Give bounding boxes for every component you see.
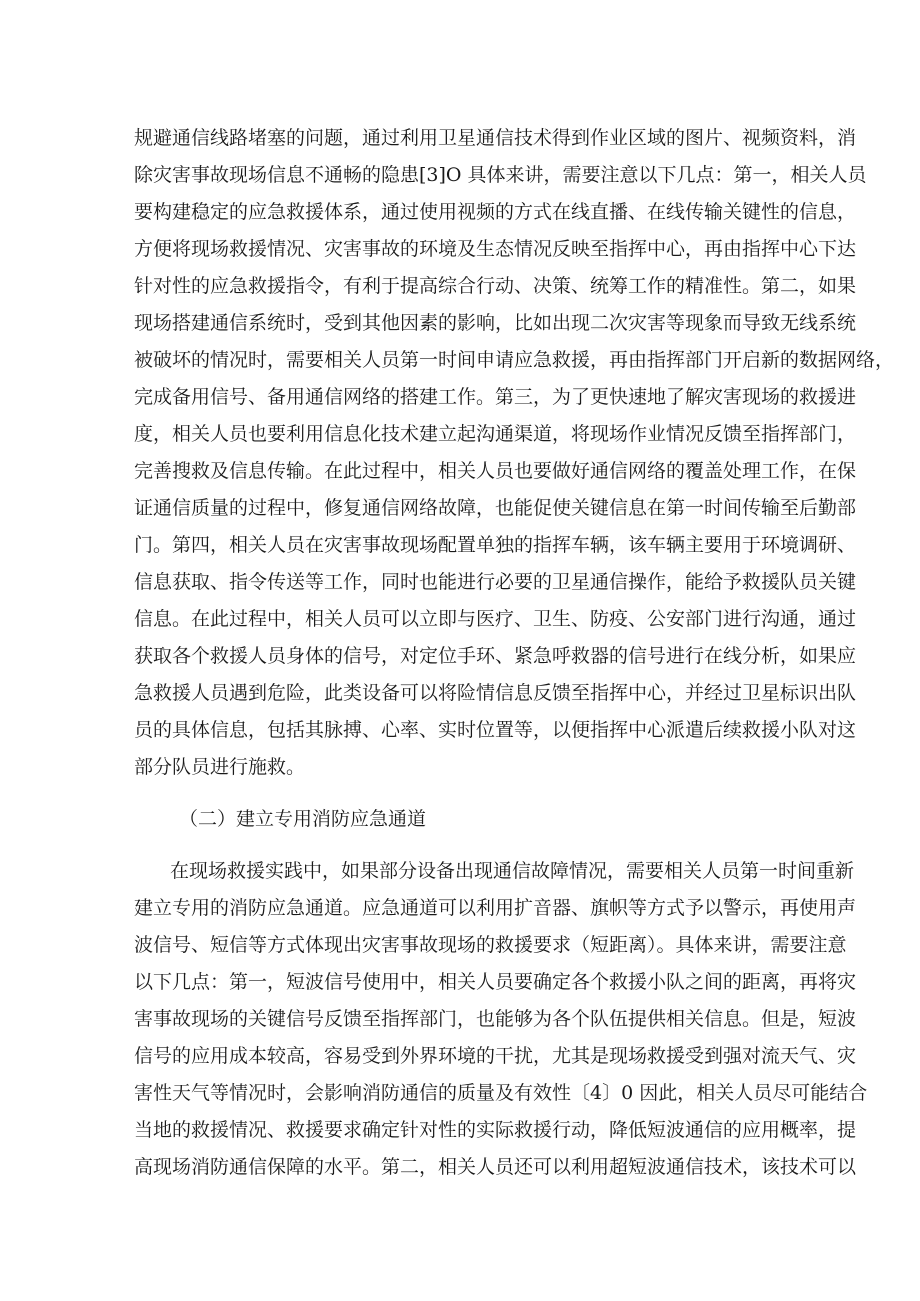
paragraph-line: 门。第四，相关人员在灾害事故现场配置单独的指挥车辆，该车辆主要用于环境调研、	[134, 534, 857, 556]
paragraph-line: 以下几点：第一，短波信号使用中，相关人员要确定各个救援小队之间的距离，再将灾	[134, 971, 857, 993]
section-heading: （二）建立专用消防应急通道	[179, 808, 427, 830]
paragraph-line: 波信号、短信等方式体现出灾害事故现场的救援要求（短距离）。具体来讲，需要注意	[134, 934, 847, 956]
paragraph-line: 当地的救援情况、救援要求确定针对性的实际救援行动，降低短波通信的应用概率，提	[134, 1119, 857, 1141]
paragraph-line: 完成备用信号、备用通信网络的搭建工作。第三，为了更快速地了解灾害现场的救援进	[134, 386, 857, 408]
paragraph-line: 方便将现场救援情况、灾害事故的环境及生态情况反映至指挥中心，再由指挥中心下达	[134, 238, 857, 260]
paragraph-line: 被破坏的情况时，需要相关人员第一时间申请应急救援，再由指挥部门开启新的数据网络，	[134, 349, 895, 371]
paragraph-line: 急救援人员遇到危险，此类设备可以将险情信息反馈至指挥中心，并经过卫星标识出队	[134, 682, 857, 704]
paragraph-line: 高现场消防通信保障的水平。第二，相关人员还可以利用超短波通信技术，该技术可以	[134, 1156, 857, 1178]
paragraph-line: 针对性的应急救援指令，有利于提高综合行动、决策、统筹工作的精准性。第二，如果	[134, 275, 857, 297]
paragraph-line: 在现场救援实践中，如果部分设备出现通信故障情况，需要相关人员第一时间重新	[170, 860, 855, 882]
paragraph-line: 现场搭建通信系统时，受到其他因素的影响，比如出现二次灾害等现象而导致无线系统	[134, 312, 857, 334]
paragraph-line: 获取各个救援人员身体的信号，对定位手环、紧急呼救器的信号进行在线分析，如果应	[134, 645, 857, 667]
paragraph-line: 证通信质量的过程中，修复通信网络故障，也能促使关键信息在第一时间传输至后勤部	[134, 497, 857, 519]
paragraph-line: 害性天气等情况时，会影响消防通信的质量及有效性〔4〕0 因此，相关人员尽可能结合	[134, 1082, 868, 1104]
paragraph-line: 规避通信线路堵塞的问题，通过利用卫星通信技术得到作业区域的图片、视频资料，消	[134, 127, 857, 149]
paragraph-line: 员的具体信息，包括其脉搏、心率、实时位置等，以便指挥中心派遣后续救援小队对这	[134, 719, 857, 741]
paragraph-line: 建立专用的消防应急通道。应急通道可以利用扩音器、旗帜等方式予以警示，再使用声	[134, 897, 857, 919]
paragraph-line: 部分队员进行施救。	[134, 756, 306, 778]
paragraph-line: 度，相关人员也要利用信息化技术建立起沟通渠道，将现场作业情况反馈至指挥部门，	[134, 423, 857, 445]
paragraph-line: 除灾害事故现场信息不通畅的隐患[3]O 具体来讲，需要注意以下几点：第一，相关人员	[134, 164, 867, 186]
paragraph-line: 信息。在此过程中，相关人员可以立即与医疗、卫生、防疫、公安部门进行沟通，通过	[134, 608, 857, 630]
paragraph-line: 害事故现场的关键信号反馈至指挥部门，也能够为各个队伍提供相关信息。但是，短波	[134, 1008, 857, 1030]
paragraph-line: 要构建稳定的应急救援体系，通过使用视频的方式在线直播、在线传输关键性的信息，	[134, 201, 857, 223]
paragraph-line: 信号的应用成本较高，容易受到外界环境的干扰，尤其是现场救援受到强对流天气、灾	[134, 1045, 857, 1067]
paragraph-line: 完善搜救及信息传输。在此过程中，相关人员也要做好通信网络的覆盖处理工作，在保	[134, 460, 857, 482]
paragraph-line: 信息获取、指令传送等工作，同时也能进行必要的卫星通信操作，能给予救援队员关键	[134, 571, 857, 593]
